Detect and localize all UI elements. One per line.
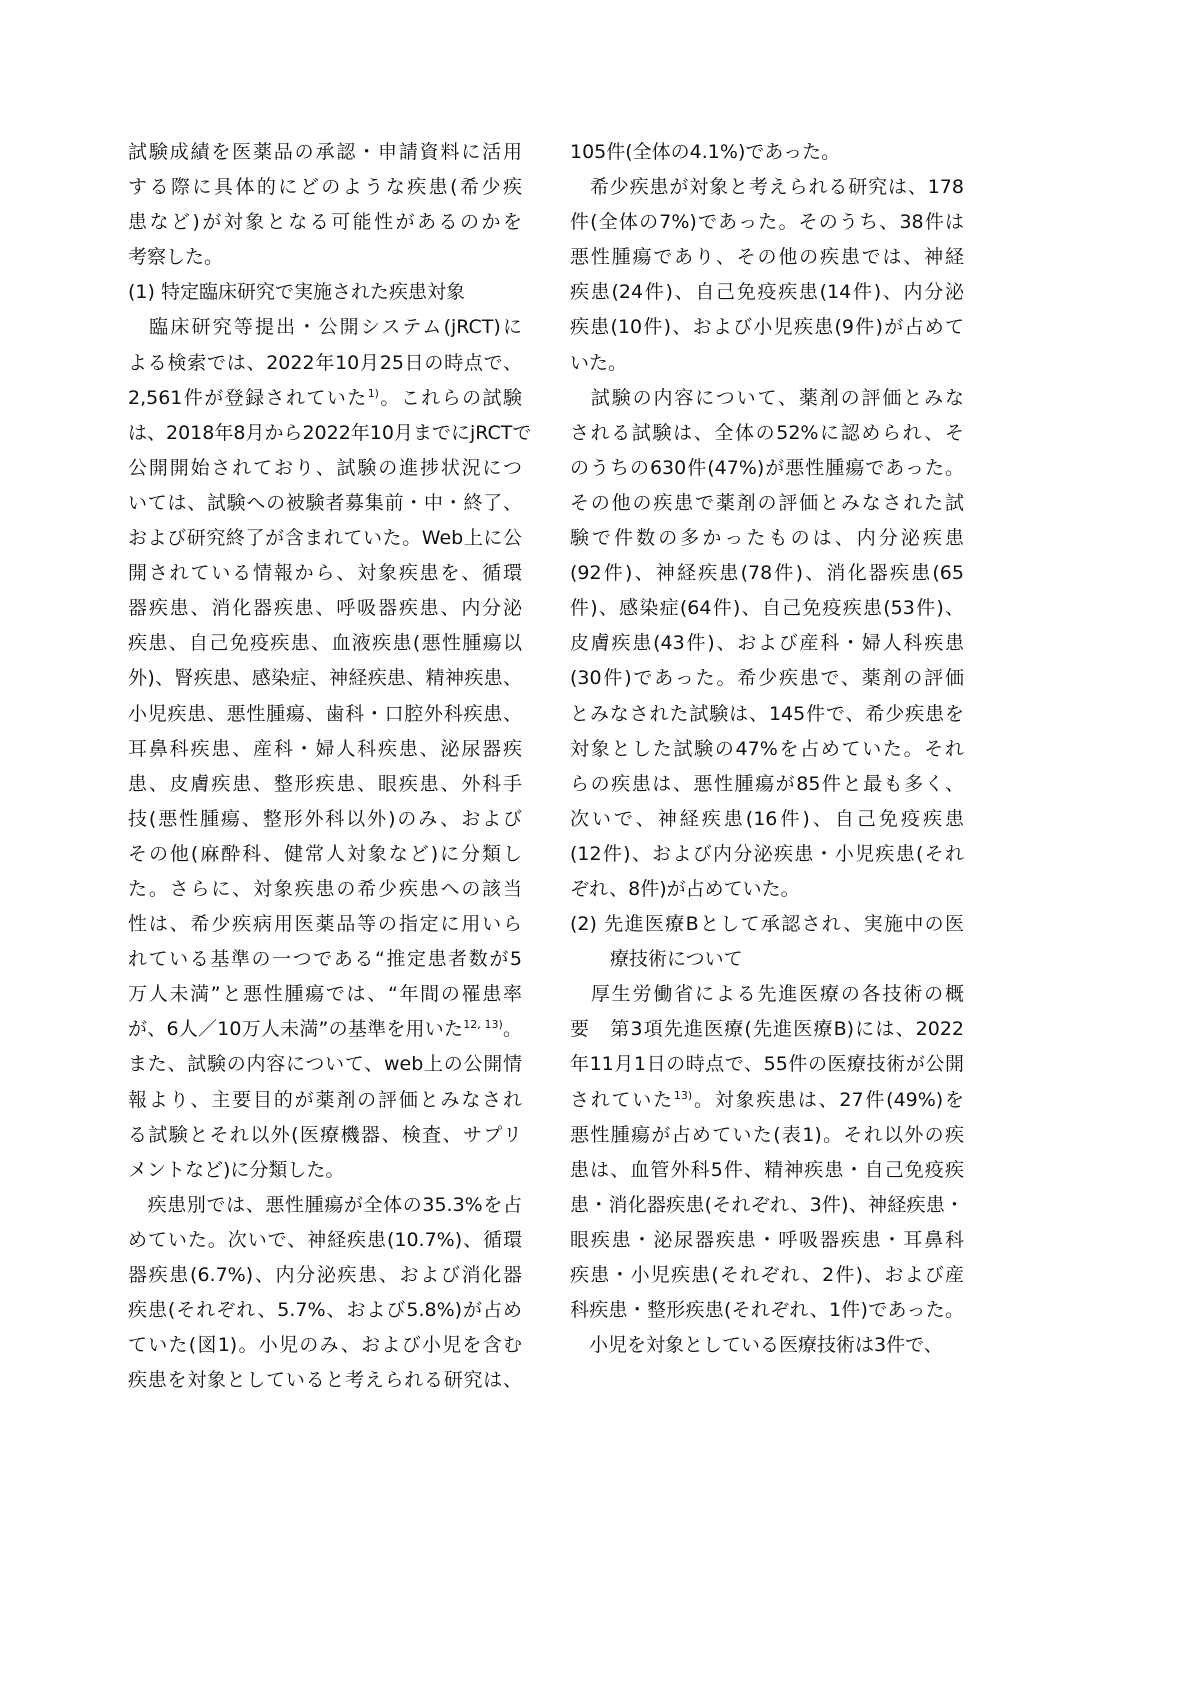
line-text: 疾患(それぞれ、5.7%、および5.8%)が占め [128,1299,522,1322]
text-line [128,697,522,732]
line-text: 療技術について [610,948,743,971]
text-line [128,1293,522,1328]
text-line [128,1223,522,1258]
text-line [128,170,522,205]
line-text: 次いで、神経疾患(16件)、自己免疫疾患 [570,807,964,830]
text-line [128,1118,522,1153]
text-line [570,1153,964,1188]
text-line [570,1223,964,1258]
text-line [570,942,964,977]
line-text: 験で件数の多かったものは、内分泌疾患 [570,527,964,550]
line-text: 器疾患(6.7%)、内分泌疾患、および消化器 [128,1264,522,1286]
text-line [128,1012,522,1047]
left-column [128,135,532,1398]
line-text: 疾患別では、悪性腫瘍が全体の35.3%を占 [128,1193,522,1216]
line-text: (1) 特定臨床研究で実施された疾患対象 [128,281,465,304]
text-line [128,942,522,977]
text-line [570,275,964,310]
text-line [570,767,964,802]
reference-superscript: 12, 13) [463,1018,503,1032]
text-line [128,591,522,626]
text-line [128,310,522,345]
line-text: メントなど)に分類した。 [128,1158,345,1181]
text-line [128,346,522,381]
line-text: らの疾患は、悪性腫瘍が85件と最も多く、 [570,772,964,795]
text-line [570,1258,964,1293]
line-text: る試験とそれ以外(医療機器、検査、サプリ [128,1123,522,1146]
text-line [128,416,532,451]
text-line [128,1083,522,1118]
line-text: 悪性腫瘍であり、その他の疾患では、神経 [570,246,964,269]
line-text: 件(全体の7%)であった。そのうち、38件は [570,211,964,234]
line-text: いた。 [570,351,628,374]
line-text: 試験成績を医薬品の承認・申請資料に活用 [128,141,522,163]
line-text: めていた。次いで、神経疾患(10.7%)、循環 [128,1228,522,1251]
text-line [128,240,522,275]
line-text: 小児を対象としている医療技術は3件で、 [570,1334,943,1357]
text-line [128,837,522,872]
text-line [128,556,522,591]
line-text: 皮膚疾患(43件)、および産科・婦人科疾患 [570,632,964,655]
text-line [570,661,964,696]
line-text: は、2018年8月から2022年10月までにjRCTで [128,421,532,444]
text-line [128,1363,522,1398]
text-line [570,1047,964,1082]
line-text: のうちの630件(47%)が悪性腫瘍であった。 [570,456,964,479]
text-line [570,486,964,521]
reference-superscript: 1) [367,386,379,400]
line-text: 外)、腎疾患、感染症、神経疾患、精神疾患、 [128,667,522,690]
line-text: 患など)が対象となる可能性があるのかを [128,211,522,234]
text-line [128,521,522,556]
line-text: 対象とした試験の47%を占めていた。それ [570,737,964,760]
line-text: 患、皮膚疾患、整形疾患、眼疾患、外科手 [128,772,522,795]
text-line [570,556,964,591]
line-text: いては、試験への被験者募集前・中・終了、 [128,491,522,514]
line-text-after: 。これらの試験 [378,386,522,409]
text-line [570,170,964,205]
text-line [570,977,964,1012]
text-line [570,1188,964,1223]
line-text: 厚生労働省による先進医療の各技術の概 [570,983,964,1006]
line-text: 要 第3項先進医療(先進医療B)には、2022 [570,1018,964,1041]
text-line [570,521,964,556]
text-line [570,416,964,451]
text-line [570,1293,964,1328]
line-text: よる検索では、2022年10月25日の時点で、 [128,351,522,374]
line-text: 年11月1日の時点で、55件の医療技術が公開 [570,1053,964,1076]
line-text: 疾患(10件)、および小児疾患(9件)が占めて [570,316,964,339]
line-text: 開されている情報から、対象疾患を、循環 [128,562,522,585]
text-line [128,977,522,1012]
text-line [570,802,964,837]
line-text: 希少疾患が対象と考えられる研究は、178 [570,176,964,199]
line-text: また、試験の内容について、web上の公開情 [128,1053,522,1076]
line-text: 小児疾患、悪性腫瘍、歯科・口腔外科疾患、 [128,702,522,725]
text-line [570,697,964,732]
text-line [570,240,964,275]
line-text: 考察した。 [128,246,224,269]
line-text: (30件)であった。希少疾患で、薬剤の評価 [570,667,964,690]
text-line [128,451,522,486]
line-text: れている基準の一つである“推定患者数が5 [128,948,522,971]
line-text: 技(悪性腫瘍、整形外科以外)のみ、および [128,807,522,830]
line-text: 105件(全体の4.1%)であった。 [570,141,841,163]
line-text: ていた(図1)。小児のみ、および小児を含む [128,1334,522,1357]
reference-superscript: 13) [673,1088,693,1102]
text-line [570,1118,964,1153]
line-text-after: 。 [502,1018,522,1041]
line-text: 万人未満”と悪性腫瘍では、“年間の罹患率 [128,983,522,1006]
line-text: 患・消化器疾患(それぞれ、3件)、神経疾患・ [570,1193,964,1216]
text-line [128,275,522,310]
line-text: 報より、主要目的が薬剤の評価とみなされ [128,1088,522,1111]
text-line [128,381,522,416]
line-text: 科疾患・整形疾患(それぞれ、1件)であった。 [570,1299,964,1322]
line-text: 疾患、自己免疫疾患、血液疾患(悪性腫瘍以 [128,632,522,655]
line-text: ぞれ、8件)が占めていた。 [570,877,800,900]
line-text: とみなされた試験は、145件で、希少疾患を [570,702,964,725]
line-text: (2) 先進医療Bとして承認され、実施中の医 [570,913,964,936]
text-line [128,135,522,170]
line-text: 性は、希少疾病用医薬品等の指定に用いら [128,913,522,936]
right-column [570,135,964,1363]
text-line [128,767,522,802]
text-line [570,1012,964,1047]
line-text: が、6人／10万人未満”の基準を用いた [128,1018,464,1041]
text-line [128,1258,522,1293]
text-line [128,661,522,696]
line-text-after: 。対象疾患は、27件(49%)を [692,1088,964,1111]
text-line [128,1328,522,1363]
text-line [128,1188,522,1223]
line-text: (12件)、および内分泌疾患・小児疾患(それ [570,842,964,865]
text-line [570,1083,964,1118]
line-text: および研究終了が含まれていた。Web上に公 [128,527,522,550]
line-text: 公開開始されており、試験の進捗状況につ [128,456,522,479]
text-line [570,907,964,942]
line-text: 件)、感染症(64件)、自己免疫疾患(53件)、 [570,597,964,620]
text-line [128,205,522,240]
line-text: 試験の内容について、薬剤の評価とみな [570,386,964,409]
line-text: 悪性腫瘍が占めていた(表1)。それ以外の疾 [570,1123,964,1146]
line-text: 臨床研究等提出・公開システム(jRCT)に [128,316,522,339]
line-text: その他(麻酔科、健常人対象など)に分類し [128,842,522,865]
text-line [570,310,964,345]
line-text: 患は、血管外科5件、精神疾患・自己免疫疾 [570,1158,964,1181]
line-text: 疾患(24件)、自己免疫疾患(14件)、内分泌 [570,281,964,304]
line-text: た。さらに、対象疾患の希少疾患への該当 [128,877,522,900]
line-text: 疾患を対象としていると考えられる研究は、 [128,1369,522,1392]
text-line [570,205,964,240]
line-text: される試験は、全体の52%に認められ、そ [570,421,964,444]
text-line [570,381,964,416]
line-text: 耳鼻科疾患、産科・婦人科疾患、泌尿器疾 [128,737,522,760]
text-line [128,486,522,521]
text-line [570,1328,964,1363]
line-text: (92件)、神経疾患(78件)、消化器疾患(65 [570,562,964,585]
text-line [570,591,964,626]
line-text: 疾患・小児疾患(それぞれ、2件)、および産 [570,1264,964,1286]
text-line [570,135,964,170]
text-line [128,732,522,767]
line-text: その他の疾患で薬剤の評価とみなされた試 [570,491,964,514]
text-line [570,872,964,907]
line-text: されていた [570,1088,674,1111]
text-line [128,1153,522,1188]
line-text: 眼疾患・泌尿器疾患・呼吸器疾患・耳鼻科 [570,1228,964,1251]
text-line [570,626,964,661]
text-line [128,872,522,907]
text-line [570,837,964,872]
text-line [128,802,522,837]
text-line [128,1047,522,1082]
line-text: 2,561件が登録されていた [128,386,368,409]
line-text: 器疾患、消化器疾患、呼吸器疾患、内分泌 [128,597,522,620]
text-line [128,907,522,942]
text-line [570,346,964,381]
text-line [570,732,964,767]
text-line [128,626,522,661]
line-text: する際に具体的にどのような疾患(希少疾 [128,176,522,199]
text-line [570,451,964,486]
